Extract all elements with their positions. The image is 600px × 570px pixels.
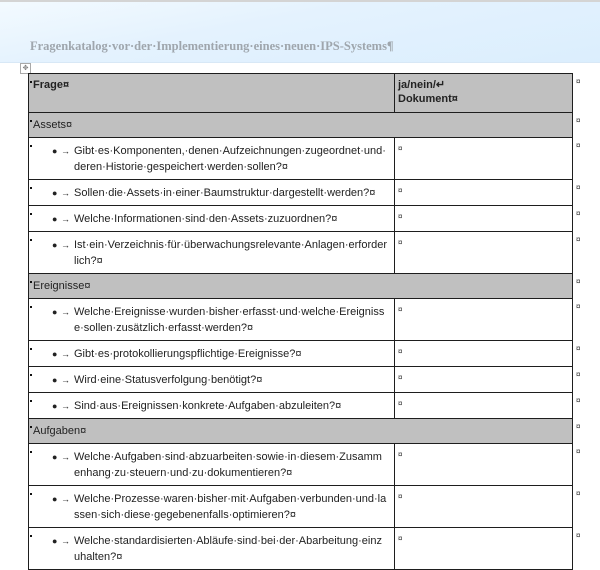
- answer-value: ¤: [398, 534, 403, 543]
- paragraph-mark-icon: [30, 239, 32, 241]
- answer-value: ¤: [398, 347, 403, 356]
- header-label-question: Frage¤: [33, 79, 70, 91]
- question-text: Wird·eine·Statusverfolgung·benötigt?¤: [74, 374, 263, 386]
- question-prefix: [33, 444, 72, 465]
- end-of-row-mark: ¤: [576, 395, 581, 405]
- question-cell[interactable]: [29, 299, 395, 341]
- answer-value: ¤: [398, 450, 403, 459]
- answer-cell[interactable]: [395, 367, 573, 393]
- paragraph-mark-icon: [30, 187, 32, 189]
- paragraph-mark-icon: [30, 281, 32, 283]
- header-label-answer-line1: ja/nein/↵: [398, 79, 446, 91]
- end-of-row-cell: [573, 274, 595, 299]
- answer-cell[interactable]: [395, 138, 573, 180]
- section-label: Aufgaben¤: [33, 425, 87, 437]
- tab-arrow-icon: →: [61, 146, 70, 156]
- question-text: Sollen·die·Assets·in·einer·Baumstruktur·dargestellt·werden?¤: [74, 187, 376, 199]
- question-cell[interactable]: [29, 486, 395, 528]
- answer-cell[interactable]: [395, 232, 573, 274]
- question-text: Welche·Prozesse·waren·bisher·mit·Aufgaben·verbunden·und·lassen·sich·diese·gegebenenfalls·optimieren?¤: [74, 493, 387, 521]
- answer-cell[interactable]: [395, 341, 573, 367]
- bullet-icon: ●: [52, 452, 58, 462]
- question-cell[interactable]: [29, 393, 395, 419]
- paragraph-mark-icon: [30, 145, 32, 147]
- question-text: Welche·Informationen·sind·den·Assets·zuzuordnen?¤: [74, 213, 338, 225]
- end-of-row-mark: ¤: [576, 234, 581, 244]
- answer-cell[interactable]: [395, 393, 573, 419]
- question-content: [29, 138, 394, 179]
- end-of-row-cell: [573, 419, 595, 444]
- end-of-row-mark: ¤: [576, 421, 581, 431]
- section-cell-content: [29, 419, 572, 438]
- bullet-icon: ●: [52, 307, 58, 317]
- table-move-handle-icon[interactable]: ✥: [20, 63, 31, 74]
- question-prefix: [33, 486, 72, 507]
- tab-arrow-icon: →: [61, 375, 70, 385]
- question-content: [29, 206, 394, 231]
- question-prefix: [33, 232, 72, 253]
- question-prefix: [33, 299, 72, 320]
- end-of-row-cell: [573, 444, 595, 486]
- question-text: Sind·aus·Ereignissen·konkrete·Aufgaben·abzuleiten?¤: [74, 400, 342, 412]
- question-prefix: [33, 341, 72, 362]
- header-cell-question-content: [29, 74, 394, 92]
- end-of-row-cell: [573, 138, 595, 180]
- section-label: Assets¤: [33, 119, 73, 131]
- question-row: [29, 367, 595, 393]
- question-text: Welche·Aufgaben·sind·abzuarbeiten·sowie·in·diesem·Zusammenhang·zu·steuern·und·zu·dokumentieren?¤: [74, 451, 382, 479]
- section-cell[interactable]: [29, 274, 573, 299]
- bullet-icon: ●: [52, 375, 58, 385]
- question-catalog-table: [28, 73, 594, 570]
- paragraph-mark-icon: [30, 493, 32, 495]
- end-of-row-cell: [573, 367, 595, 393]
- paragraph-mark-icon: [30, 426, 32, 428]
- end-of-row-mark: ¤: [576, 488, 581, 498]
- answer-cell[interactable]: [395, 444, 573, 486]
- question-cell[interactable]: [29, 367, 395, 393]
- question-content: [29, 393, 394, 418]
- question-cell[interactable]: [29, 232, 395, 274]
- answer-value: ¤: [398, 186, 403, 195]
- paragraph-mark-icon: [30, 451, 32, 453]
- question-cell[interactable]: [29, 341, 395, 367]
- end-of-row-mark: ¤: [576, 182, 581, 192]
- tab-arrow-icon: →: [61, 401, 70, 411]
- answer-cell[interactable]: [395, 180, 573, 206]
- section-row: [29, 113, 595, 138]
- answer-cell[interactable]: [395, 299, 573, 341]
- tab-arrow-icon: →: [61, 536, 70, 546]
- question-content: [29, 180, 394, 205]
- question-content: [29, 232, 394, 273]
- end-of-row-mark: ¤: [576, 140, 581, 150]
- bullet-icon: ●: [52, 494, 58, 504]
- question-row: [29, 138, 595, 180]
- answer-value: ¤: [398, 238, 403, 247]
- bullet-icon: ●: [52, 240, 58, 250]
- question-content: [29, 486, 394, 527]
- paragraph-mark-icon: [30, 374, 32, 376]
- question-text: Gibt·es·Komponenten,·denen·Aufzeichnungen·zugeordnet·und·deren·Historie·gespeichert·werden·sollen?¤: [74, 145, 386, 173]
- end-of-row-mark: ¤: [576, 530, 581, 540]
- question-content: [29, 341, 394, 366]
- end-of-row-mark: ¤: [576, 208, 581, 218]
- question-prefix: [33, 367, 72, 388]
- question-prefix: [33, 138, 72, 159]
- section-cell-content: [29, 274, 572, 293]
- question-content: [29, 444, 394, 485]
- end-of-row-mark: ¤: [576, 343, 581, 353]
- end-of-row-mark: ¤: [576, 369, 581, 379]
- answer-cell[interactable]: [395, 486, 573, 528]
- question-cell[interactable]: [29, 138, 395, 180]
- bullet-icon: ●: [52, 349, 58, 359]
- question-row: [29, 180, 595, 206]
- section-row: [29, 419, 595, 444]
- tab-arrow-icon: →: [61, 214, 70, 224]
- tab-arrow-icon: →: [61, 307, 70, 317]
- end-of-row-cell: [573, 74, 595, 113]
- page-header-band: [0, 2, 600, 63]
- question-row: [29, 232, 595, 274]
- tab-arrow-icon: →: [61, 188, 70, 198]
- section-label: Ereignisse¤: [33, 280, 91, 292]
- section-cell[interactable]: [29, 419, 573, 444]
- question-content: [29, 299, 394, 340]
- answer-value: ¤: [398, 492, 403, 501]
- question-cell[interactable]: [29, 444, 395, 486]
- end-of-row-cell: [573, 341, 595, 367]
- section-cell-content: [29, 113, 572, 132]
- paragraph-mark-icon: [30, 120, 32, 122]
- header-cell-answer[interactable]: [395, 74, 573, 113]
- answer-value: ¤: [398, 373, 403, 382]
- question-text: Welche·Ereignisse·wurden·bisher·erfasst·und·welche·Ereignisse·sollen·zusätzlich·erfasst·werden?¤: [74, 306, 385, 334]
- paragraph-mark-icon: [30, 400, 32, 402]
- answer-value: ¤: [398, 399, 403, 408]
- question-text: Welche·standardisierten·Abläufe·sind·bei·der·Abarbeitung·einzuhalten?¤: [74, 535, 382, 563]
- question-row: [29, 393, 595, 419]
- bullet-icon: ●: [52, 146, 58, 156]
- question-prefix: [33, 180, 72, 201]
- tab-arrow-icon: →: [61, 240, 70, 250]
- end-of-row-mark: ¤: [576, 276, 581, 286]
- end-of-row-mark: ¤: [576, 115, 581, 125]
- question-cell[interactable]: [29, 528, 395, 570]
- tab-arrow-icon: →: [61, 494, 70, 504]
- answer-cell[interactable]: [395, 528, 573, 570]
- paragraph-mark-icon: [30, 81, 32, 83]
- question-prefix: [33, 206, 72, 227]
- answer-value: ¤: [398, 144, 403, 153]
- tab-arrow-icon: →: [61, 452, 70, 462]
- question-row: [29, 206, 595, 232]
- header-label-answer-line2: Dokument¤: [398, 93, 458, 105]
- section-row: [29, 274, 595, 299]
- end-of-row-cell: [573, 232, 595, 274]
- answer-cell[interactable]: [395, 206, 573, 232]
- question-row: [29, 299, 595, 341]
- question-row: [29, 486, 595, 528]
- document-title[interactable]: Fragenkatalog·vor·der·Implementierung·eines·neuen·IPS-Systems¶: [30, 39, 394, 53]
- end-of-row-mark: ¤: [576, 76, 581, 86]
- question-row: [29, 341, 595, 367]
- paragraph-mark-icon: [30, 213, 32, 215]
- question-text: Gibt·es·protokollierungspflichtige·Ereignisse?¤: [74, 348, 302, 360]
- end-of-row-cell: [573, 206, 595, 232]
- question-cell[interactable]: [29, 180, 395, 206]
- end-of-row-mark: ¤: [576, 301, 581, 311]
- table-header-row: [29, 74, 595, 113]
- end-of-row-cell: [573, 528, 595, 570]
- question-cell[interactable]: [29, 206, 395, 232]
- answer-value: ¤: [398, 212, 403, 221]
- end-of-row-cell: [573, 299, 595, 341]
- header-cell-question[interactable]: [29, 74, 395, 113]
- end-of-row-cell: [573, 113, 595, 138]
- section-cell[interactable]: [29, 113, 573, 138]
- tab-arrow-icon: →: [61, 349, 70, 359]
- answer-value: ¤: [398, 305, 403, 314]
- question-prefix: [33, 528, 72, 549]
- question-prefix: [33, 393, 72, 414]
- end-of-row-cell: [573, 180, 595, 206]
- bullet-icon: ●: [52, 536, 58, 546]
- end-of-row-cell: [573, 486, 595, 528]
- header-label-answer: [395, 74, 572, 106]
- question-row: [29, 528, 595, 570]
- paragraph-mark-icon: [30, 535, 32, 537]
- paragraph-mark-icon: [30, 306, 32, 308]
- end-of-row-mark: ¤: [576, 446, 581, 456]
- bullet-icon: ●: [52, 188, 58, 198]
- question-row: [29, 444, 595, 486]
- question-text: Ist·ein·Verzeichnis·für·überwachungsrelevante·Anlagen·erforderlich?¤: [74, 239, 388, 267]
- bullet-icon: ●: [52, 214, 58, 224]
- question-content: [29, 367, 394, 392]
- bullet-icon: ●: [52, 401, 58, 411]
- question-content: [29, 528, 394, 569]
- paragraph-mark-icon: [30, 348, 32, 350]
- end-of-row-cell: [573, 393, 595, 419]
